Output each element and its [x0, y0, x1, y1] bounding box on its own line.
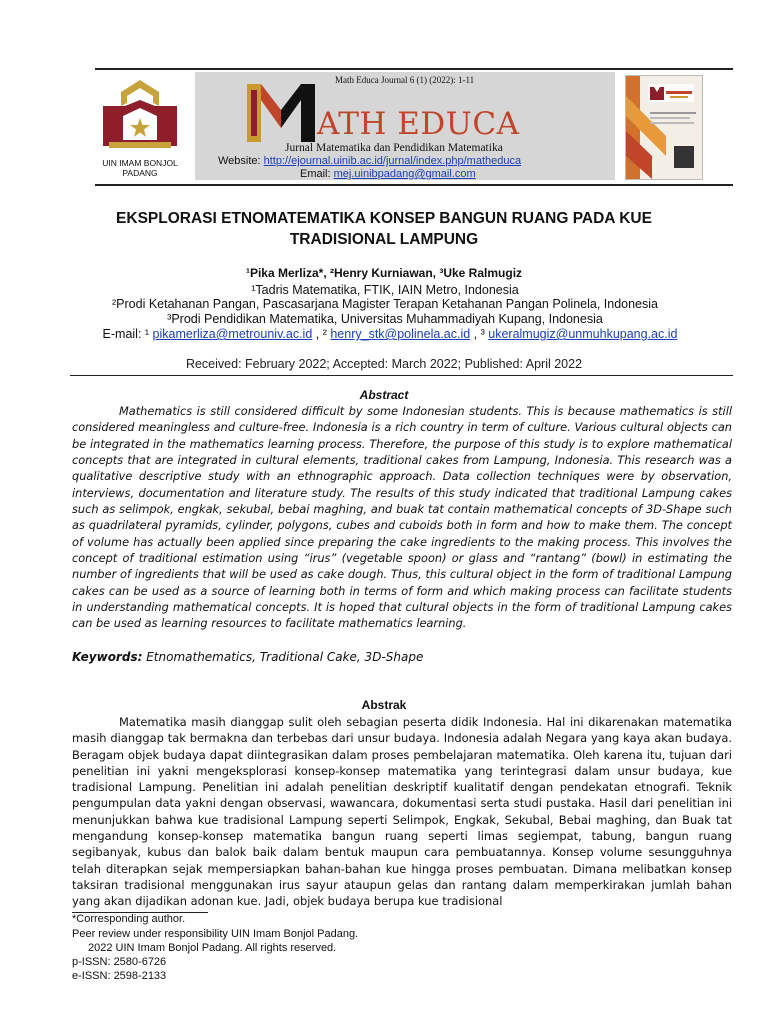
- footnote-p-issn: p-ISSN: 2580-6726: [72, 956, 167, 968]
- paper-title-line2: TRADISIONAL LAMPUNG: [289, 231, 479, 248]
- author-list: ¹Pika Merliza*, ²Henry Kurniawan, ³Uke Ralmugiz: [245, 266, 523, 280]
- math-educa-m-logo-icon: [245, 80, 325, 144]
- keywords-label: Keywords:: [72, 650, 143, 664]
- author-email-2[interactable]: henry_stk@polinela.ac.id: [330, 327, 471, 341]
- footnote-corresponding: *Corresponding author.: [72, 913, 186, 925]
- journal-cover-thumbnail: [625, 75, 703, 180]
- footnote-copyright: 2022 UIN Imam Bonjol Padang. All rights reserved.: [88, 942, 337, 954]
- email-label: Email:: [300, 168, 334, 180]
- author-emails: [40, 327, 740, 341]
- journal-website: [218, 155, 521, 167]
- journal-header: [95, 68, 733, 186]
- abstract-text: Mathematics is still considered difficult by some Indonesian students. This is because mathematics is still considered meaningless and culture-free. Indonesia is a rich country in term of culture. Various cultural objects can be integrated in the mathematics learning process. Therefore, the purpose of this study is to explore mathematical concepts that are integrated in cultural elements, traditional cakes from Lampung, Indonesia. This research was a qualitative descriptive study with an ethnographic approach. Data collection techniques were by observation, interviews, documentation and literature study. The results of this study indicated that traditional Lampung cakes such as selimpok, engkak, sekubal, bebai maghing, and buak tat contain mathematical concepts of 3D-Shape such as quadrilateral pyramids, cylinder, polygons, cubes and cuboids both in form and how to make them. The concept of volume has actually been applied since preparing the cake ingredients to the making process. This involves the concept of traditional estimation using “irus” (vegetable spoon) or glass and “rantang” (bowl) in estimating the number of ingredients that will be used as cake dough. Thus, this cultural object in the form of traditional Lampung cakes can be used as a source of learning both in terms of form and which making process can facilitate students in understanding mathematical concepts. It is hoped that cultural objects in the form of traditional Lampung cakes can be used as learning resources to facilitate mathematics learning.: [72, 404, 732, 631]
- website-label: Website:: [218, 155, 264, 167]
- author-email-3[interactable]: ukeralmugiz@unmuhkupang.ac.id: [488, 327, 678, 341]
- paper-title-line1: EKSPLORASI ETNOMATEMATIKA KONSEP BANGUN RUANG PADA KUE: [116, 210, 652, 227]
- university-logo: [95, 76, 185, 180]
- author-email-1[interactable]: pikamerliza@metrouniv.ac.id: [152, 327, 313, 341]
- affiliation-1: ¹Tadris Matematika, FTIK, IAIN Metro, Indonesia: [251, 283, 519, 297]
- keywords: [72, 650, 423, 664]
- email-separator-3: , ³: [470, 327, 489, 341]
- affiliation-2: ²Prodi Ketahanan Pangan, Pascasarjana Magister Terapan Ketahanan Pangan Polinela, Indonesia: [112, 297, 658, 311]
- footnote-peer-review: Peer review under responsibility UIN Imam Bonjol Padang.: [72, 928, 359, 940]
- journal-reference: Math Educa Journal 6 (1) (2022): 1-11: [335, 75, 475, 85]
- journal-cover-icon: [626, 76, 702, 179]
- website-link[interactable]: http://ejournal.uinib.ac.id/jurnal/index.php/matheduca: [263, 155, 522, 167]
- email-separator-2: , ²: [312, 327, 331, 341]
- journal-brand: [245, 78, 545, 142]
- affiliation-3: ³Prodi Pendidikan Matematika, Universitas Muhammadiyah Kupang, Indonesia: [167, 312, 603, 326]
- institution-name: UIN IMAM BONJOL PADANG: [102, 158, 178, 178]
- publication-dates: Received: February 2022; Accepted: March 2022; Published: April 2022: [185, 357, 583, 371]
- abstrak-heading: Abstrak: [361, 698, 407, 712]
- email-prefix: E-mail: ¹: [102, 327, 153, 341]
- footnote-e-issn: e-ISSN: 2598-2133: [72, 970, 167, 982]
- abstrak-text: Matematika masih dianggap sulit oleh sebagian peserta didik Indonesia. Hal ini dikarenakan matematika masih dianggap tak bermakna dan terbebas dari unsur budaya. Indonesia adalah Negara yang kaya akan budaya. Beragam objek budaya dapat diintegrasikan dalam proses pembelajaran matematika. Oleh karena itu, tujuan dari penelitian ini yakni mengeksplorasi konsep-konsep matematika yang terintegrasi dalam unsur budaya, kue tradisional Lampung. Penelitian ini adalah penelitian deskriptif kualitatif dengan pendekatan etnografi. Teknik pengumpulan data yakni dengan observasi, wawancara, dokumentasi serta studi pustaka. Hasil dari penelitian ini menunjukkan bahwa kue tradisional Lampung seperti Selimpok, Engkak, Sekubal, Bebai maghing, dan Buak tat mengandung konsep-konsep matematika bangun ruang seperti limas segiempat, tabung, bangun ruang segibanyak, kubus dan balok baik dalam bentuk maupun cara pembuatannya. Konsep volume sesungguhnya telah diterapkan sejak mempersiapkan bahan-bahan kue hingga proses pembuatan. Dimana melibatkan konsep taksiran tradisional menggunakan irus sayur ataupun gelas dan rantang dalam memperkirakan jumlah bahan yang akan dijadikan adonan kue. Jadi, objek budaya berupa kue tradisional: [72, 715, 732, 909]
- section-divider: [70, 375, 733, 376]
- journal-name: ATH EDUCA: [317, 106, 520, 142]
- journal-email-link[interactable]: mej.uinibpadang@gmail.com: [333, 168, 476, 180]
- journal-email: [300, 168, 476, 180]
- university-emblem-icon: [95, 76, 185, 158]
- abstract-heading: Abstract: [359, 388, 409, 402]
- paper-title: [84, 208, 684, 250]
- journal-subtitle: Jurnal Matematika dan Pendidikan Matematika: [285, 142, 503, 154]
- keywords-values: Etnomathematics, Traditional Cake, 3D-Shape: [142, 650, 424, 664]
